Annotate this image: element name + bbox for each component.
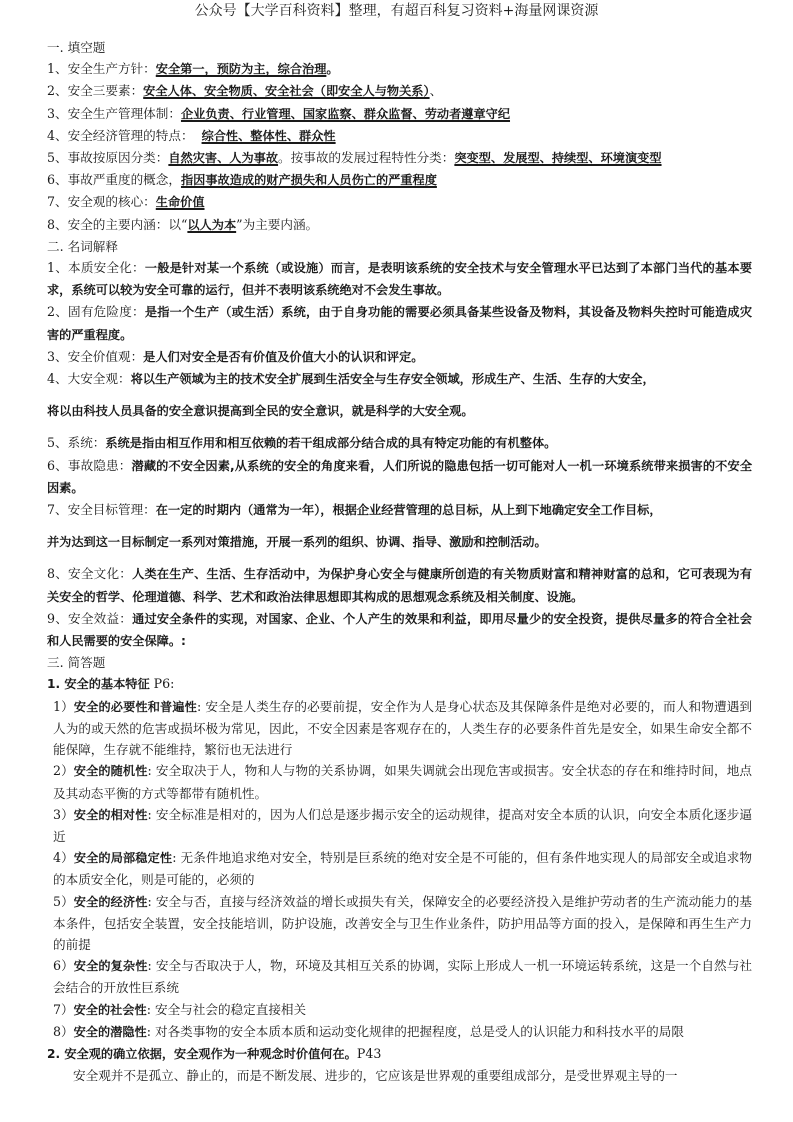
term-item-9 [47,608,752,652]
term-item-7-continued [47,531,752,553]
term-label: 4、大安全观： [47,371,131,387]
term-label: 8、安全文化： [47,566,133,582]
item-answer: 企业负责、行业管理、国家监察、群众监督、劳动者遵章守纪 [180,106,511,121]
feature-item-1 [47,696,752,761]
feature-term: 安全的必要性和普遍性 [73,699,197,714]
feature-num: 4） [53,850,74,866]
item-label: 8、安全的主要内涵：以“ [47,216,188,232]
item-tail: 、 [429,83,443,99]
term-label: 1、本质安全化： [47,260,145,276]
feature-item-2 [47,760,752,803]
question-2-answer: 安全观并不是孤立、静止的，而是不断发展、进步的，它应该是世界观的重要组成部分，是受世界观主导的一 [73,1068,678,1084]
fill-item-4 [47,125,752,147]
term-label: 7、安全目标管理： [47,502,156,518]
item-answer: 自然灾害、人为事故 [168,151,279,166]
feature-term: 安全的随机性 [73,764,148,779]
term-item-1 [47,257,752,301]
question-title: 2. 安全观的确立依据，安全观作为一种观念时价值何在。 [47,1046,357,1061]
item-answer: 以人为本 [187,217,237,232]
feature-item-3 [47,804,752,847]
term-item-2 [47,301,752,345]
feature-text: : 无条件地追求绝对安全，特别是巨系统的绝对安全是不可能的，但有条件地实现人的局部安全或追求物的本质安全化，则是可能的，必须的 [53,850,753,888]
item-label: 1、安全生产方针： [47,61,156,77]
term-definition: 一般是针对某一个系统（或设施）而言，是表明该系统的安全技术与安全管理水平已达到了本部门当代的基本要求，系统可以较为安全可靠的运行，但并不表明该系统绝对不会发生事故。 [47,261,753,298]
term-item-4-continued [47,400,752,422]
fill-item-1 [47,58,752,80]
feature-item-7 [47,999,752,1021]
fill-item-5 [47,147,752,169]
feature-text: : 安全与否取决于人，物，环境及其相互关系的协调，实际上形成人一机一环境运转系统，这是一个自然与社会结合的开放性巨系统 [53,958,753,996]
section-title-short-answer: 三. 简答题 [47,655,106,671]
item-answer: 综合性、整体性、群众性 [201,128,336,143]
term-definition: 将以生产领域为主的技术安全扩展到生活安全与生存安全领域，形成生产、生活、生存的大安全， [130,372,655,387]
fill-item-8 [47,214,752,236]
feature-text: : 对各类事物的安全本质本质和运动变化规律的把握程度，总是受人的认识能力和科技水平的局限 [146,1023,684,1039]
page-header: 公众号【大学百科资料】整理，有超百科复习资料+海量网课资源 [194,3,599,19]
feature-num: 5） [53,893,74,909]
term-definition: 通过安全条件的实现，对国家、企业、个人产生的效果和利益，即用尽量少的安全投资，提供尽量多的符合全社会和人民需要的安全保障。: [47,611,753,649]
spacer [47,422,752,432]
feature-num: 6） [53,958,74,974]
term-label: 2、固有危险度： [47,304,145,320]
section-title-terms: 二. 名词解释 [47,238,118,254]
term-definition: 潜藏的不安全因素,从系统的安全的角度来看，人们所说的隐患包括一切可能对人一机一环境系统带来损害的不安全因素。 [47,458,753,495]
fill-item-7 [47,191,752,213]
item-answer: 安全人体、安全物质、安全社会（即安全人与物关系） [143,84,430,99]
feature-item-4 [47,847,752,890]
item-label: 7、安全观的核心： [47,194,156,210]
term-definition: 在一定的时期内（通常为一年），根据企业经营管理的总目标，从上到下地确定安全工作目标， [155,503,662,518]
feature-text: : 安全与否，直接与经济效益的增长或损失有关，保障安全的必要经济投入是维护劳动者的生产流动能力的基本条件，包括安全装置，安全技能培训，防护设施，改善安全与卫生作业条件，防护用品等方面的投入，是保障和再生生产力的前提 [53,893,753,952]
fill-item-2 [47,80,752,102]
fill-item-3 [47,103,752,125]
term-definition-cont: 并为达到这一目标制定一系列对策措施，开展一系列的组织、协调、指导、激励和控制活动。 [47,535,547,550]
term-item-3 [47,346,752,368]
feature-text: : 安全是人类生存的必要前提，安全作为人是身心状态及其保障条件是绝对必要的，而人和物遭遇到人为的或天然的危害或损坏极为常见，因此，不安全因素是客观存在的，人类生存的必要条件首先是安全，如果生命安全都不能保障，生存就不能维持，繁衍也无法进行 [53,698,753,758]
feature-term: 安全的社会性 [73,1002,147,1017]
feature-text: : 安全取决于人，物和人与物的关系协调，如果失调就会出现危害或损害。安全状态的存在和维持时间，地点及其动态平衡的方式等都带有随机性。 [53,763,753,801]
item-mid: 。按事故的发展过程特性分类： [278,150,455,166]
feature-num: 3） [53,806,74,822]
feature-num: 7） [53,1001,74,1017]
feature-item-6 [47,955,752,998]
spacer [47,553,752,563]
feature-term: 安全的经济性 [73,894,148,909]
item-answer: 指因事故造成的财产损失和人员伤亡的严重程度 [180,173,437,188]
term-label: 6、事故隐患： [47,457,132,473]
item-answer: 安全第一，预防为主，综合治理 [155,62,327,77]
question-2-title [47,1043,752,1065]
page-ref: P6: [149,676,175,692]
item-label: 4、安全经济管理的特点： [47,127,202,143]
feature-num: 1） [53,698,74,714]
item-label: 6、事故严重度的概念， [47,172,181,188]
term-item-7 [47,499,752,521]
feature-term: 安全的相对性 [73,807,148,822]
fill-item-6 [47,169,752,191]
feature-term: 安全的局部稳定性 [73,851,173,866]
feature-term: 安全的复杂性 [73,959,148,974]
spacer [47,521,752,531]
feature-term: 安全的潜隐性 [73,1024,147,1039]
item-label: 5、事故按原因分类： [47,150,169,166]
feature-item-5 [47,891,752,956]
feature-num: 2） [53,763,74,779]
term-item-8 [47,563,752,607]
feature-item-8 [47,1021,752,1043]
item-answer-2: 突变型、发展型、持续型、环境演变型 [454,151,662,166]
spacer [47,390,752,400]
term-definition: 人类在生产、生活、生存活动中，为保护身心安全与健康所创造的有关物质财富和精神财富的总和，它可表现为有关安全的哲学、伦理道德、科学、艺术和政治法律思想即其构成的思想观念系统及相关制度、设施。 [47,567,753,604]
question-title: 1. 安全的基本特征 [47,677,150,692]
term-item-4 [47,368,752,390]
term-label: 3、安全价值观： [47,348,144,364]
term-item-5 [47,432,752,454]
item-label: 2、安全三要素： [47,83,144,99]
item-label: 3、安全生产管理体制： [47,105,181,121]
document-body [47,37,752,1086]
term-definition: 是指一个生产（或生活）系统，由于自身功能的需要必须具备某些设备及物料，其设备及物料失控时可能造成灾害的严重程度。 [47,305,753,342]
term-definition: 是人们对安全是否有价值及价值大小的认识和评定。 [143,349,424,364]
term-item-6 [47,455,752,499]
term-label: 5、系统： [47,435,106,451]
feature-text: : 安全与社会的稳定直接相关 [146,1001,307,1017]
item-answer: 生命价值 [155,195,205,210]
section-title-fill-in: 一. 填空题 [47,40,106,55]
feature-num: 8） [53,1023,74,1039]
page-ref: P43 [356,1045,382,1061]
item-tail: ”为主要内涵。 [236,216,319,232]
term-label: 9、安全效益： [47,610,133,626]
question-1-title [47,673,752,695]
feature-text: : 安全标准是相对的，因为人们总是逐步揭示安全的运动规律，提高对安全本质的认识，向安全本质化逐步逼近 [53,806,753,844]
item-tail: 。 [326,62,339,77]
term-definition-cont: 将以由科技人员具备的安全意识提高到全民的安全意识，就是科学的大安全观。 [47,404,474,419]
term-definition: 系统是指由相互作用和相互依赖的若干组成部分结合成的具有特定功能的有机整体。 [105,436,557,451]
